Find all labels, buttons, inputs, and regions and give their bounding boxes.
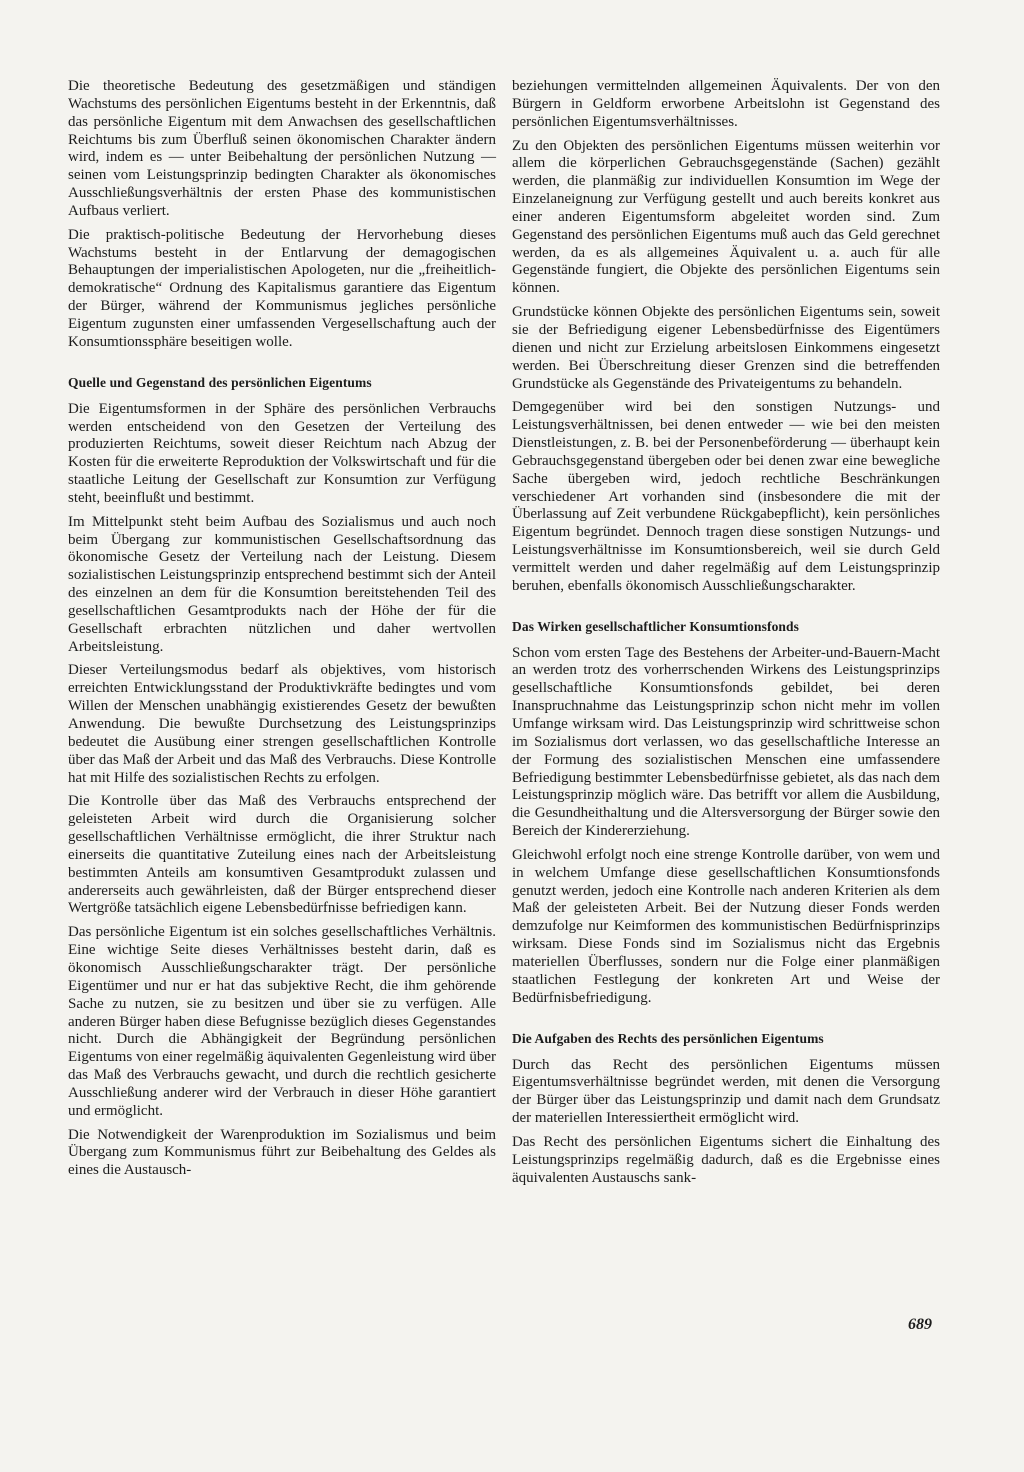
section-heading: Quelle und Gegenstand des persönlichen Eigentums: [68, 374, 372, 390]
paragraph: Das Recht des persönlichen Eigentums sichert die Einhaltung des Leistungsprinzips regelmäßig dadurch, daß es die Ergebnisse eines äquivalenten Austauschs sank-: [512, 1133, 940, 1186]
paragraph: Die praktisch-politische Bedeutung der Hervorhebung dieses Wachstums besteht in der Entlarvung der demagogischen Behauptungen der imperialistischen Apologeten, nur die „freiheitlich-demokratische“ Ordnung des Kapitalismus garantiere das Eigentum der Bürger, während der Kommunismus jegliches persönliche Eigentum zugunsten einer umfassenden Vergesellschaftung auch der Konsumtionssphäre beseitigen wolle.: [68, 226, 496, 350]
paragraph: Demgegenüber wird bei den sonstigen Nutzungs- und Leistungsverhältnissen, bei denen entweder — wie bei den meisten Dienstleistungen, z. B. bei der Personenbeförderung — überhaupt kein Gebrauchsgegenstand übergeben oder bei denen zwar eine bewegliche Sache übergeben wird, jedoch rechtliche Beschränkungen verschiedener Art vorhanden sind (insbesondere die mit der Überlassung auf Zeit verbundene Rückgabepflicht), kein persönliches Eigentum begründet. Dennoch tragen diese sonstigen Nutzungs- und Leistungsverhältnisse im Konsumtionsbereich, weil sie durch Geld vermittelt werden und daher regelmäßig auf dem Leistungsprinzip beruhen, ebenfalls ökonomisch Ausschließungscharakter.: [512, 399, 940, 594]
paragraph: beziehungen vermittelnden allgemeinen Äquivalents. Der von den Bürgern in Geldform erworbene Arbeitslohn ist Gegenstand des persönlichen Eigentumsverhältnisses.: [512, 78, 940, 130]
page-number: 689: [908, 1316, 932, 1333]
paragraph: Durch das Recht des persönlichen Eigentums müssen Eigentumsverhältnisse begründet werden, mit denen die Versorgung der Bürger über das Leistungsprinzip und damit nach dem Grundsatz der materiellen Interessiertheit ermöglicht wird.: [512, 1056, 940, 1127]
paragraph: Zu den Objekten des persönlichen Eigentums müssen weiterhin vor allem die körperlichen Gebrauchsgegenstände (Sachen) gezählt werden, die planmäßig zur individuellen Konsumtion im Wege der Einzelaneignung zur Verfügung gestellt und auch bereits konkret aus einer anderen Eigentumsform abgeleitet worden sind. Zum Gegenstand des persönlichen Eigentums muß auch das Geld gerechnet werden, da es als allgemeines Äquivalent u. a. auch für alle Gegenstände fungiert, die Objekte des persönlichen Eigentums sein können.: [512, 137, 940, 297]
paragraph: Dieser Verteilungsmodus bedarf als objektives, vom historisch erreichten Entwicklungsstand der Produktivkräfte bedingtes und vom Willen der Menschen unabhängig existierendes Gesetz der bewußten Anwendung. Die bewußte Durchsetzung des Leistungsprinzips bedeutet die Ausübung einer strengen gesellschaftlichen Kontrolle über das Maß der Arbeit und das Maß des Verbrauchs. Diese Kontrolle hat mit Hilfe des sozialistischen Rechts zu erfolgen.: [68, 662, 496, 786]
paragraph: Gleichwohl erfolgt noch eine strenge Kontrolle darüber, von wem und in welchem Umfange diese gesellschaftlichen Konsumtionsfonds genutzt werden, jedoch eine Kontrolle nach anderen Kriterien als dem Maß der geleisteten Arbeit. Bei der Nutzung dieser Fonds werden demzufolge nur Keimformen des kommunistischen Bedürfnisprinzips wirksam. Diese Fonds sind im Sozialismus nicht das Ergebnis materiellen Überflusses, sondern nur die Folge einer planmäßigen staatlichen Festlegung der konkreten Art und Weise der Bedürfnisbefriedigung.: [512, 846, 940, 1006]
right-column: [512, 78, 940, 1193]
paragraph: Die Notwendigkeit der Warenproduktion im Sozialismus und beim Übergang zum Kommunismus führt zur Beibehaltung des Geldes als eines die Austausch-: [68, 1126, 496, 1179]
paragraph: Grundstücke können Objekte des persönlichen Eigentums sein, soweit sie der Befriedigung eigener Lebensbedürfnisse des Eigentümers dienen und nicht zur Erzielung arbeitslosen Einkommens eingesetzt werden. Bei Überschreitung dieser Grenzen sind die betreffenden Grundstücke als Gegenstände des Privateigentums zu behandeln.: [512, 304, 940, 392]
paragraph: Die theoretische Bedeutung des gesetzmäßigen und ständigen Wachstums des persönlichen Eigentums besteht in der Erkenntnis, daß das persönliche Eigentum mit dem Anwachsen des gesellschaftlichen Reichtums bis zum Überfluß seinen ökonomischen Charakter ändern wird, indem es — unter Beibehaltung der persönlichen Nutzung — seinen vom Leistungsprinzip bedingten Charakter als ökonomisches Ausschließungsverhältnis der ersten Phase des kommunistischen Aufbaus verliert.: [68, 78, 496, 219]
section-heading: Die Aufgaben des Rechts des persönlichen Eigentums: [512, 1030, 824, 1046]
section-heading: Das Wirken gesellschaftlicher Konsumtionsfonds: [512, 618, 800, 634]
left-column: [68, 78, 496, 1186]
paragraph: Die Eigentumsformen in der Sphäre des persönlichen Verbrauchs werden entscheidend von den Gesetzen der Verteilung des produzierten Reichtums, soweit dieser Reichtum nach Abzug der Kosten für die erweiterte Reproduktion der Volkswirtschaft und für die staatliche Leitung der Gesellschaft zur Konsumtion zur Verfügung steht, beeinflußt und bestimmt.: [68, 400, 496, 506]
paragraph: Die Kontrolle über das Maß des Verbrauchs entsprechend der geleisteten Arbeit wird durch die Organisierung solcher gesellschaftlichen Verhältnisse ermöglicht, die ihrer Struktur nach einerseits die quantitative Zuteilung eines nach der Arbeitsleistung bestimmten Anteils am konsumtiven Gesamtprodukt zulassen und andererseits auch gewährleisten, daß der Bürger entsprechend dieser Wertgröße tatsächlich eigene Lebensbedürfnisse befriedigen kann.: [68, 793, 496, 917]
paragraph: Im Mittelpunkt steht beim Aufbau des Sozialismus und auch noch beim Übergang zur kommunistischen Gesellschaftsordnung das ökonomische Gesetz der Verteilung nach der Leistung. Diesem sozialistischen Leistungsprinzip entsprechend bestimmt sich der Anteil des einzelnen an dem für die Konsumtion bereitstehenden Teil des gesellschaftlichen Gesamtprodukts nach der Höhe der für die Gesellschaft erbrachten nützlichen und daher wertvollen Arbeitsleistung.: [68, 513, 496, 655]
paragraph: Schon vom ersten Tage des Bestehens der Arbeiter-und-Bauern-Macht an werden trotz des vorherrschenden Wirkens des Leistungsprinzips gesellschaftliche Konsumtionsfonds gebildet, bei deren Inanspruchnahme das Leistungsprinzip schon nicht mehr im vollen Umfange wirksam wird. Das Leistungsprinzip wird schrittweise schon im Sozialismus dort verlassen, wo das gesellschaftliche Interesse an der Formung des sozialistischen Menschen eine umfassendere Befriedigung bestimmter Lebensbedürfnisse gebietet, als das nach dem Leistungsprinzip möglich wäre. Das betrifft vor allem die Ausbildung, die Gesundheithaltung und die Altersversorgung der Bürger sowie den Bereich der Kindererziehung.: [512, 644, 940, 840]
paragraph: Das persönliche Eigentum ist ein solches gesellschaftliches Verhältnis. Eine wichtige Seite dieses Verhältnisses besteht darin, daß es ökonomisch Ausschließungscharakter trägt. Der persönliche Eigentümer und nur er hat das subjektive Recht, die ihm gehörende Sache zu nutzen, sie zu besitzen und über sie zu verfügen. Alle anderen Bürger haben diese Befugnisse bezüglich dieses Gegenstandes nicht. Durch die Abhängigkeit der Begründung persönlichen Eigentums von einer regelmäßig äquivalenten Gegenleistung wird über das Maß des Verbrauchs gewacht, und durch die rechtlich gesicherte Ausschließung anderer wird der Verbrauch in dieser Höhe garantiert und ermöglicht.: [68, 924, 496, 1119]
